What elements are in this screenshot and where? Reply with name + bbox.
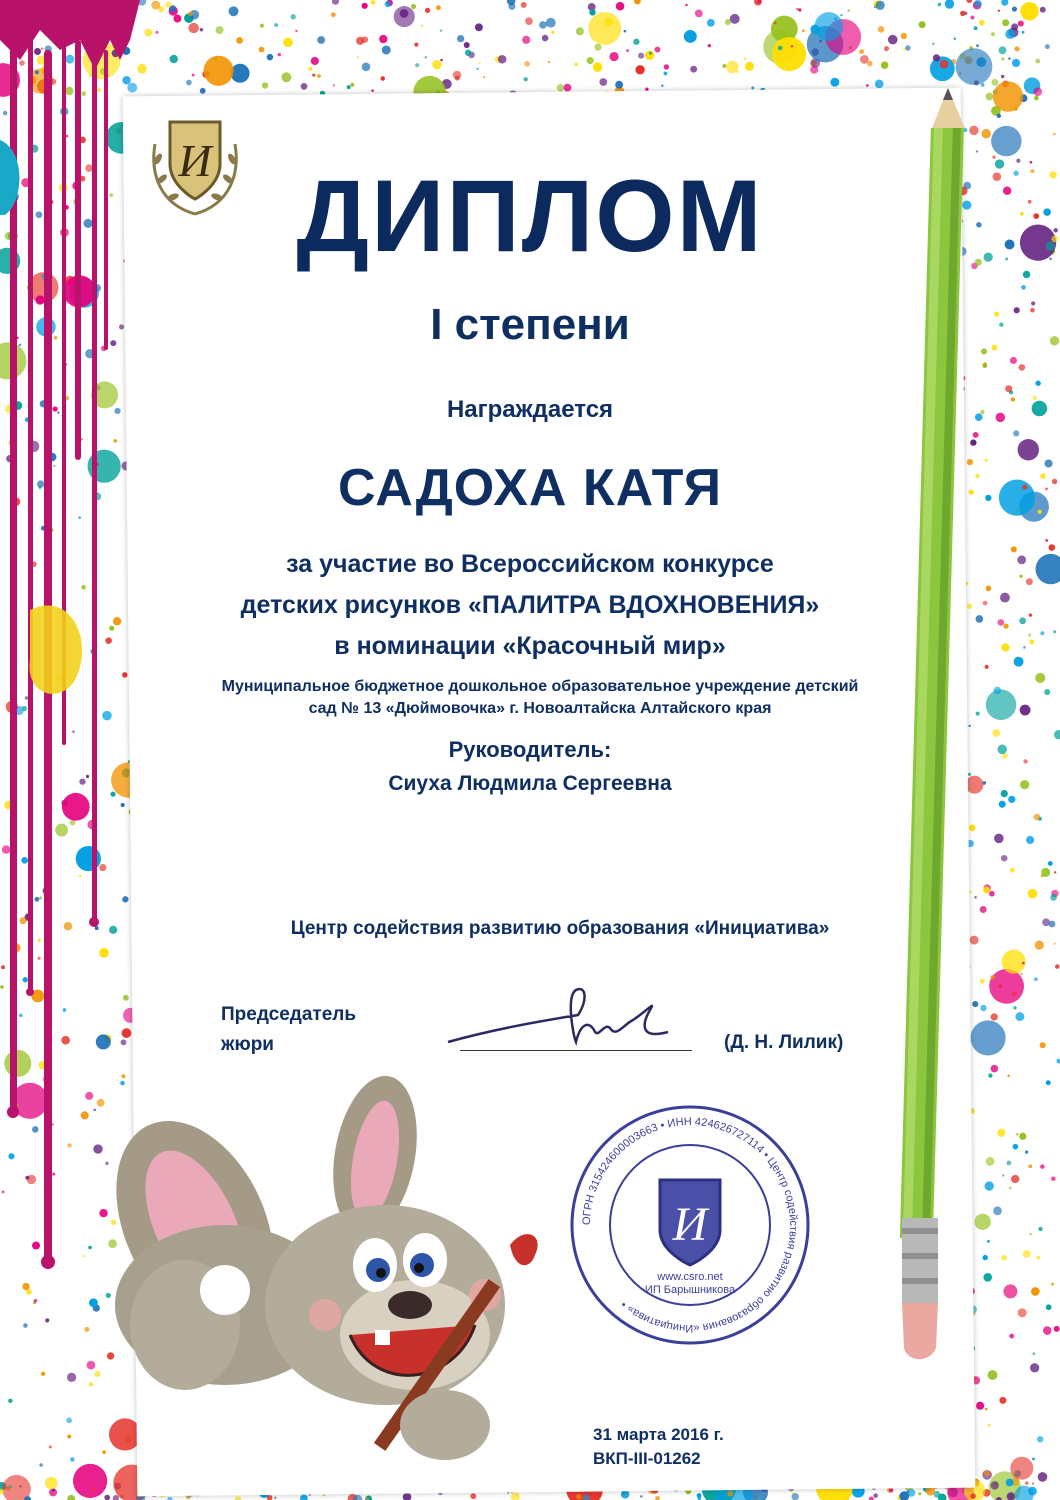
organization-name: Центр содействия развитию образования «Инициатива» xyxy=(290,918,830,939)
leader-label: Руководитель: xyxy=(448,737,612,762)
issue-date: 31 марта 2016 г. xyxy=(593,1425,724,1444)
chair-label-line-2: жюри xyxy=(221,1034,274,1055)
recipient-name: САДОХА КАТЯ xyxy=(337,459,723,517)
institution-line-2: сад № 13 «Дюймовочка» г. Новоалтайска Алтайского края xyxy=(308,700,772,717)
diploma-title: ДИПЛОМ xyxy=(296,159,764,273)
svg-text:И: И xyxy=(672,1198,708,1251)
participation-line-1: за участие во Всероссийском конкурсе xyxy=(286,550,774,578)
leader-name: Сиуха Людмила Сергеевна xyxy=(388,772,672,795)
svg-text:И: И xyxy=(178,135,212,186)
bunny-illustration xyxy=(85,1075,555,1495)
seal-ring-text: ОГРН 315424600003663 • ИНН 424626727114 • Центр содействия развитию образования «Инициатива» • xyxy=(580,1115,800,1335)
awarded-label: Награждается xyxy=(446,396,614,423)
chair-label xyxy=(221,1000,356,1060)
official-seal xyxy=(565,1100,815,1350)
chair-name: (Д. Н. Лилик) xyxy=(724,1032,844,1053)
institution-line-1: Муниципальное бюджетное дошкольное образовательное учреждение детский xyxy=(221,678,859,695)
svg-text:ИП Барышникова: ИП Барышникова xyxy=(644,1284,736,1296)
participation-line-3: в номинации «Красочный мир» xyxy=(334,632,726,660)
diploma-degree: I степени xyxy=(430,300,630,349)
chair-label-line-1: Председатель xyxy=(221,1004,357,1025)
svg-text:www.csro.net: www.csro.net xyxy=(657,1271,723,1283)
registration-number: ВКП-III-01262 xyxy=(593,1449,701,1468)
participation-line-2: детских рисунков «ПАЛИТРА ВДОХНОВЕНИЯ» xyxy=(240,591,820,619)
signature xyxy=(438,980,688,1060)
